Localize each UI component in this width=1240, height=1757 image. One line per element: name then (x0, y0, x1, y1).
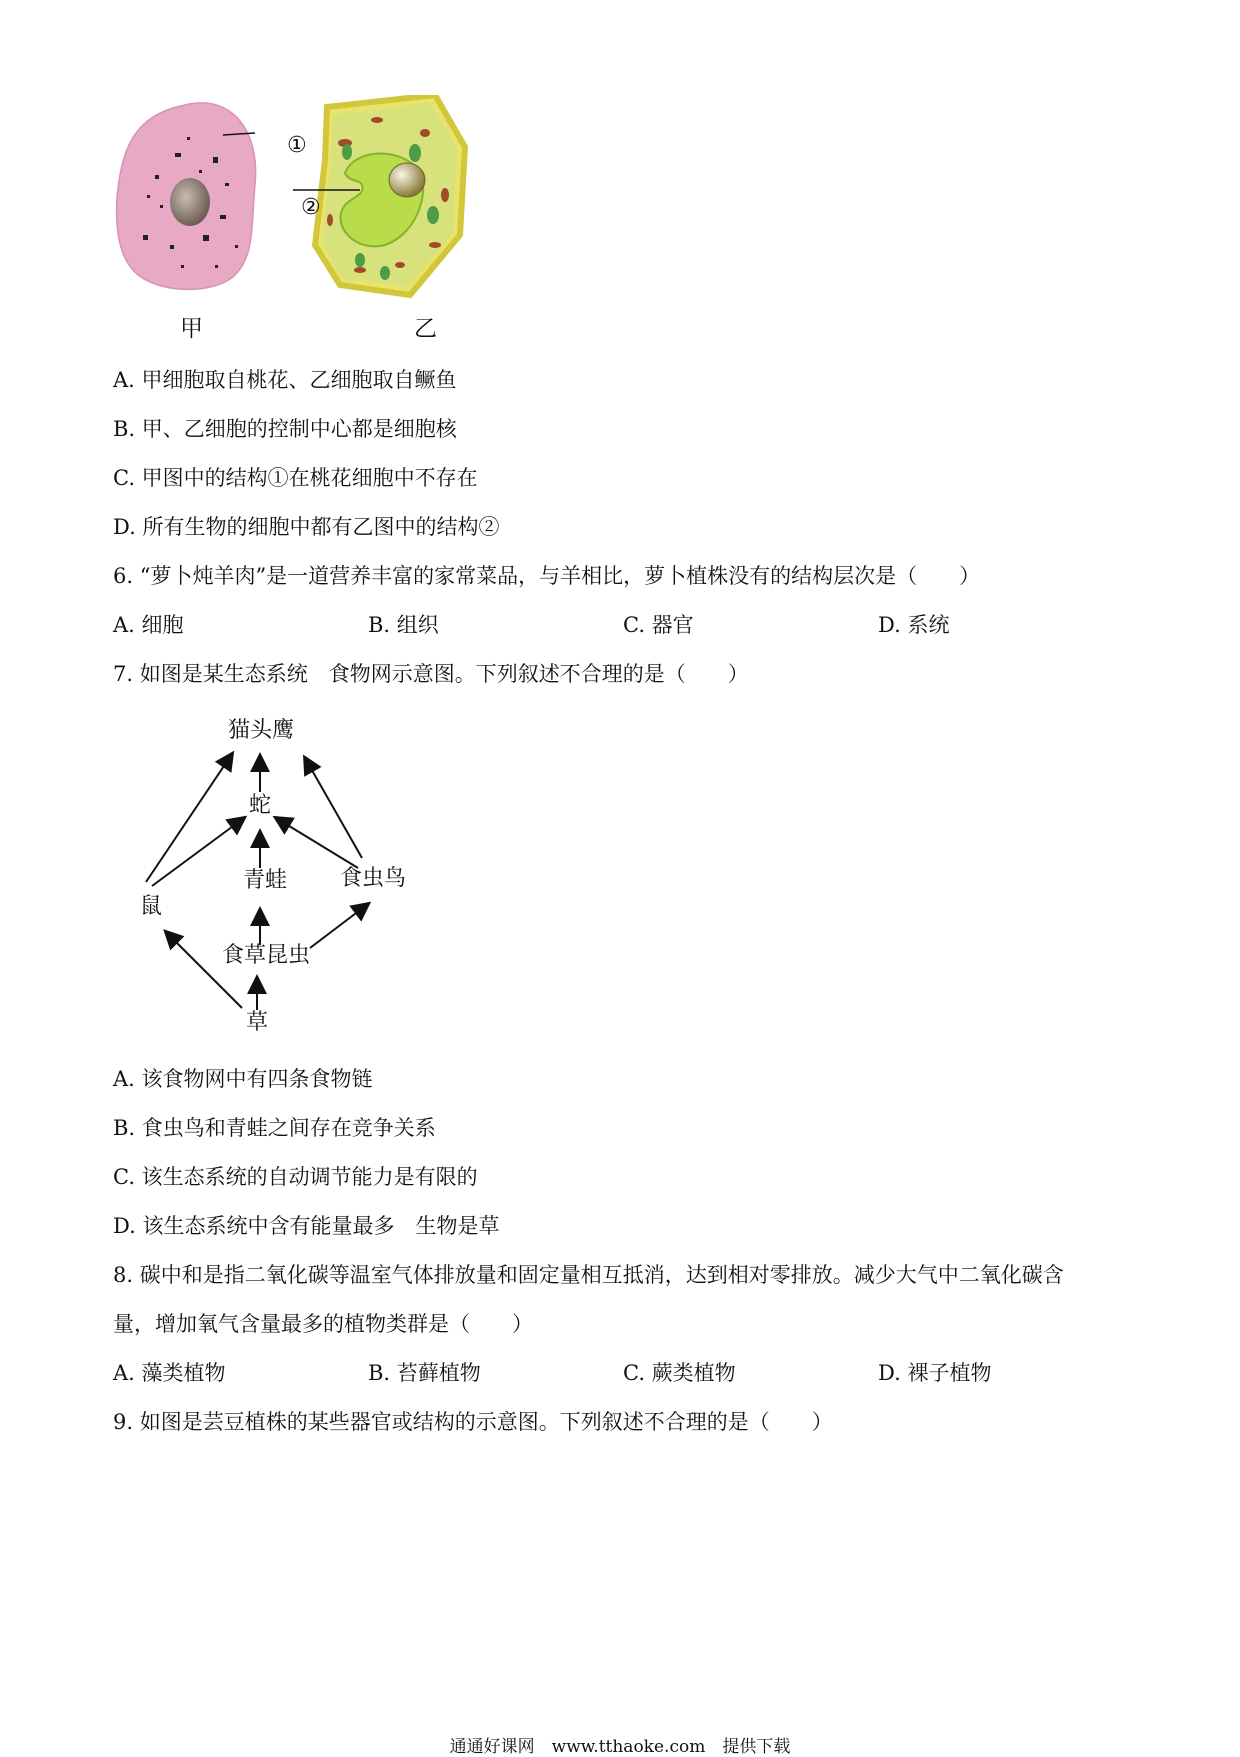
food-web-frog: 青蛙 (243, 868, 288, 893)
food-web-bird: 食虫鸟 (340, 866, 407, 891)
q8-stem-line2: 量，增加氧气含量最多的植物类群是（ ） (113, 1312, 533, 1336)
food-web-owl: 猫头鹰 (228, 718, 295, 743)
q7-option-b: B. 食虫鸟和青蛙之间存在竞争关系 (113, 1116, 436, 1140)
q7-stem: 7. 如图是某生态系统 食物网示意图。下列叙述不合理的是（ ） (113, 662, 749, 686)
q5-option-a: A. 甲细胞取自桃花、乙细胞取自鳜鱼 (113, 368, 457, 392)
marker-2: ② (301, 195, 321, 220)
q8-option-b: B. 苔藓植物 (368, 1361, 481, 1385)
food-web-insect: 食草昆虫 (222, 943, 311, 968)
q9-stem: 9. 如图是芸豆植株的某些器官或结构的示意图。下列叙述不合理的是（ ） (113, 1410, 833, 1434)
q8-option-c: C. 蕨类植物 (623, 1361, 736, 1385)
q6-option-b: B. 组织 (368, 613, 439, 637)
animal-cell-illustration (117, 103, 256, 289)
q5-option-d: D. 所有生物的细胞中都有乙图中的结构② (113, 515, 500, 539)
food-web-grass: 草 (246, 1010, 269, 1035)
q6-option-c: C. 器官 (623, 613, 694, 637)
q6-option-a: A. 细胞 (113, 613, 184, 637)
food-web-mouse: 鼠 (140, 894, 163, 919)
cell-figure (115, 95, 535, 340)
q5-option-c: C. 甲图中的结构①在桃花细胞中不存在 (113, 466, 478, 490)
page-footer: 通通好课网 www.tthaoke.com 提供下载 (449, 1737, 791, 1757)
marker-1: ① (287, 133, 307, 158)
q7-option-d: D. 该生态系统中含有能量最多 生物是草 (113, 1214, 500, 1238)
q7-option-c: C. 该生态系统的自动调节能力是有限的 (113, 1165, 478, 1189)
label-jia: 甲 (180, 316, 203, 342)
q5-option-b: B. 甲、乙细胞的控制中心都是细胞核 (113, 417, 457, 441)
label-yi: 乙 (414, 316, 437, 342)
food-web-snake: 蛇 (249, 793, 272, 818)
q8-option-a: A. 藻类植物 (113, 1361, 226, 1385)
q6-stem: 6. “萝卜炖羊肉”是一道营养丰富的家常菜品，与羊相比，萝卜植株没有的结构层次是（ ） (113, 564, 981, 588)
q6-option-d: D. 系统 (878, 613, 950, 637)
q8-stem-line1: 8. 碳中和是指二氧化碳等温室气体排放量和固定量相互抵消，达到相对零排放。减少大气中二氧化碳含 (113, 1263, 1064, 1287)
q8-option-d: D. 裸子植物 (878, 1361, 992, 1385)
q7-option-a: A. 该食物网中有四条食物链 (113, 1067, 373, 1091)
